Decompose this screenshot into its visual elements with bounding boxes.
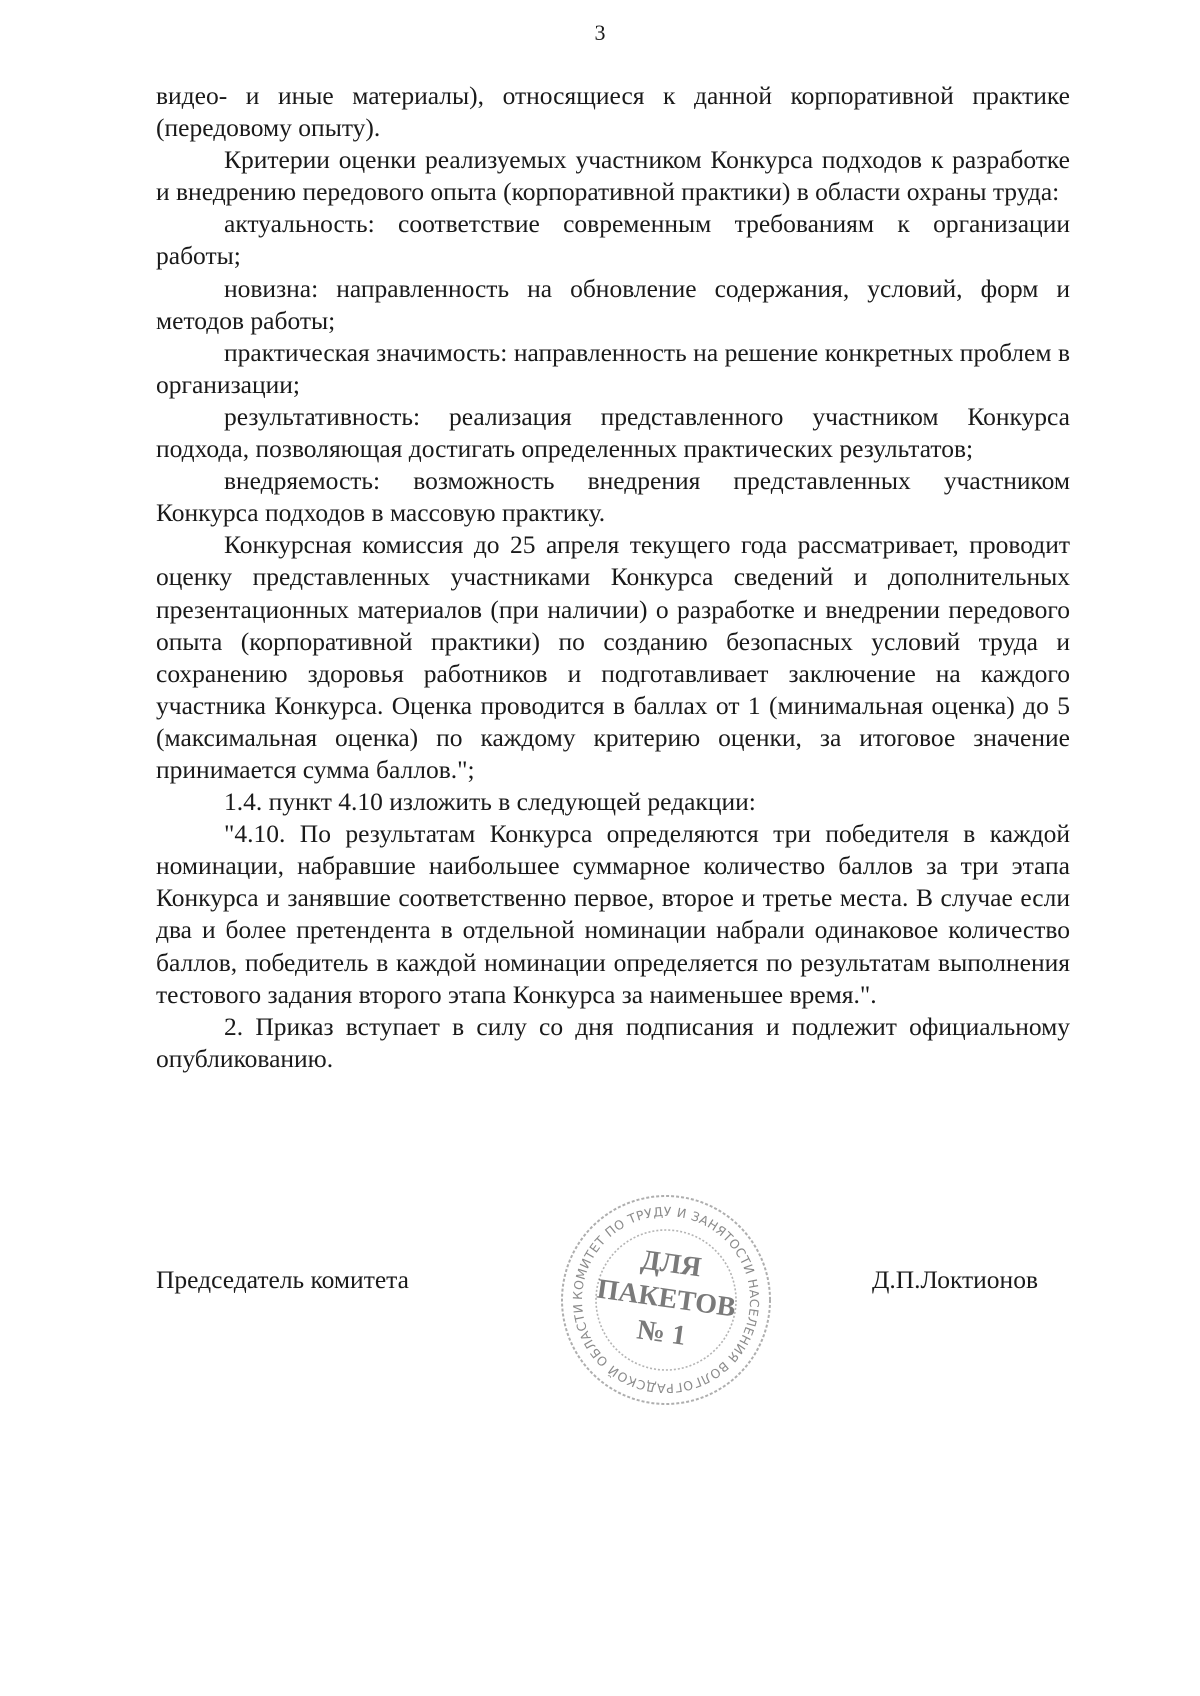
body-paragraph: новизна: направленность на обновление содержания, условий, форм и методов работы; xyxy=(156,273,1070,335)
document-body xyxy=(156,80,1070,1075)
body-paragraph: актуальность: соответствие современным требованиям к организации работы; xyxy=(156,209,1070,271)
official-stamp xyxy=(556,1190,776,1410)
body-paragraph: практическая значимость: направленность на решение конкретных проблем в организации; xyxy=(156,337,1070,399)
body-paragraph: "4.10. По результатам Конкурса определяются три победителя в каждой номинации, набравшие наибольшее суммарное количество баллов за три этапа Конкурса и занявшие соответственно первое, второе и третье места. В случае если два и более претендента в отдельной номинации набрали одинаковое количество баллов, победитель в каждой номинации определяется по результатам выполнения тестового задания второго этапа Конкурса за наименьшее время.". xyxy=(156,819,1070,1009)
signature-name: Д.П.Локтионов xyxy=(872,1265,1038,1294)
body-paragraph: Конкурсная комиссия до 25 апреля текущего года рассматривает, проводит оценку представленных участниками Конкурса сведений и дополнительных презентационных материалов (при наличии) о разработке и внедрении передового опыта (корпоративной практики) по созданию безопасных условий труда и сохранению здоровья работников и подготавливает заключение на каждого участника Конкурса. Оценка проводится в баллах от 1 (минимальная оценка) до 5 (максимальная оценка) по каждому критерию оценки, за итоговое значение принимается сумма баллов."; xyxy=(156,530,1070,784)
stamp-ring-text: КОМИТЕТ ПО ТРУДУ И ЗАНЯТОСТИ НАСЕЛЕНИЯ ВОЛГОГРАДСКОЙ ОБЛАСТИ xyxy=(569,1203,763,1397)
stamp-line-1: ДЛЯ xyxy=(639,1244,704,1284)
stamp-line-2: ПАКЕТОВ xyxy=(594,1273,738,1324)
body-paragraph: 1.4. пункт 4.10 изложить в следующей редакции: xyxy=(224,787,756,817)
body-paragraph: результативность: реализация представленного участником Конкурса подхода, позволяющая достигать определенных практических результатов; xyxy=(156,401,1070,464)
body-paragraph: видео- и иные материалы), относящиеся к данной корпоративной практике (передовому опыту). xyxy=(156,81,1070,143)
signature-position: Председатель комитета xyxy=(156,1265,409,1294)
stamp-graphic xyxy=(556,1190,776,1410)
page-number: 3 xyxy=(594,20,606,45)
body-paragraph: Критерии оценки реализуемых участником Конкурса подходов к разработке и внедрению передового опыта (корпоративной практики) в области охраны труда: xyxy=(156,145,1070,207)
stamp-line-3: № 1 xyxy=(634,1314,688,1352)
body-paragraph: внедряемость: возможность внедрения представленных участником Конкурса подходов в массовую практику. xyxy=(156,466,1070,528)
body-paragraph: 2. Приказ вступает в силу со дня подписания и подлежит официальному опубликованию. xyxy=(156,1011,1070,1073)
